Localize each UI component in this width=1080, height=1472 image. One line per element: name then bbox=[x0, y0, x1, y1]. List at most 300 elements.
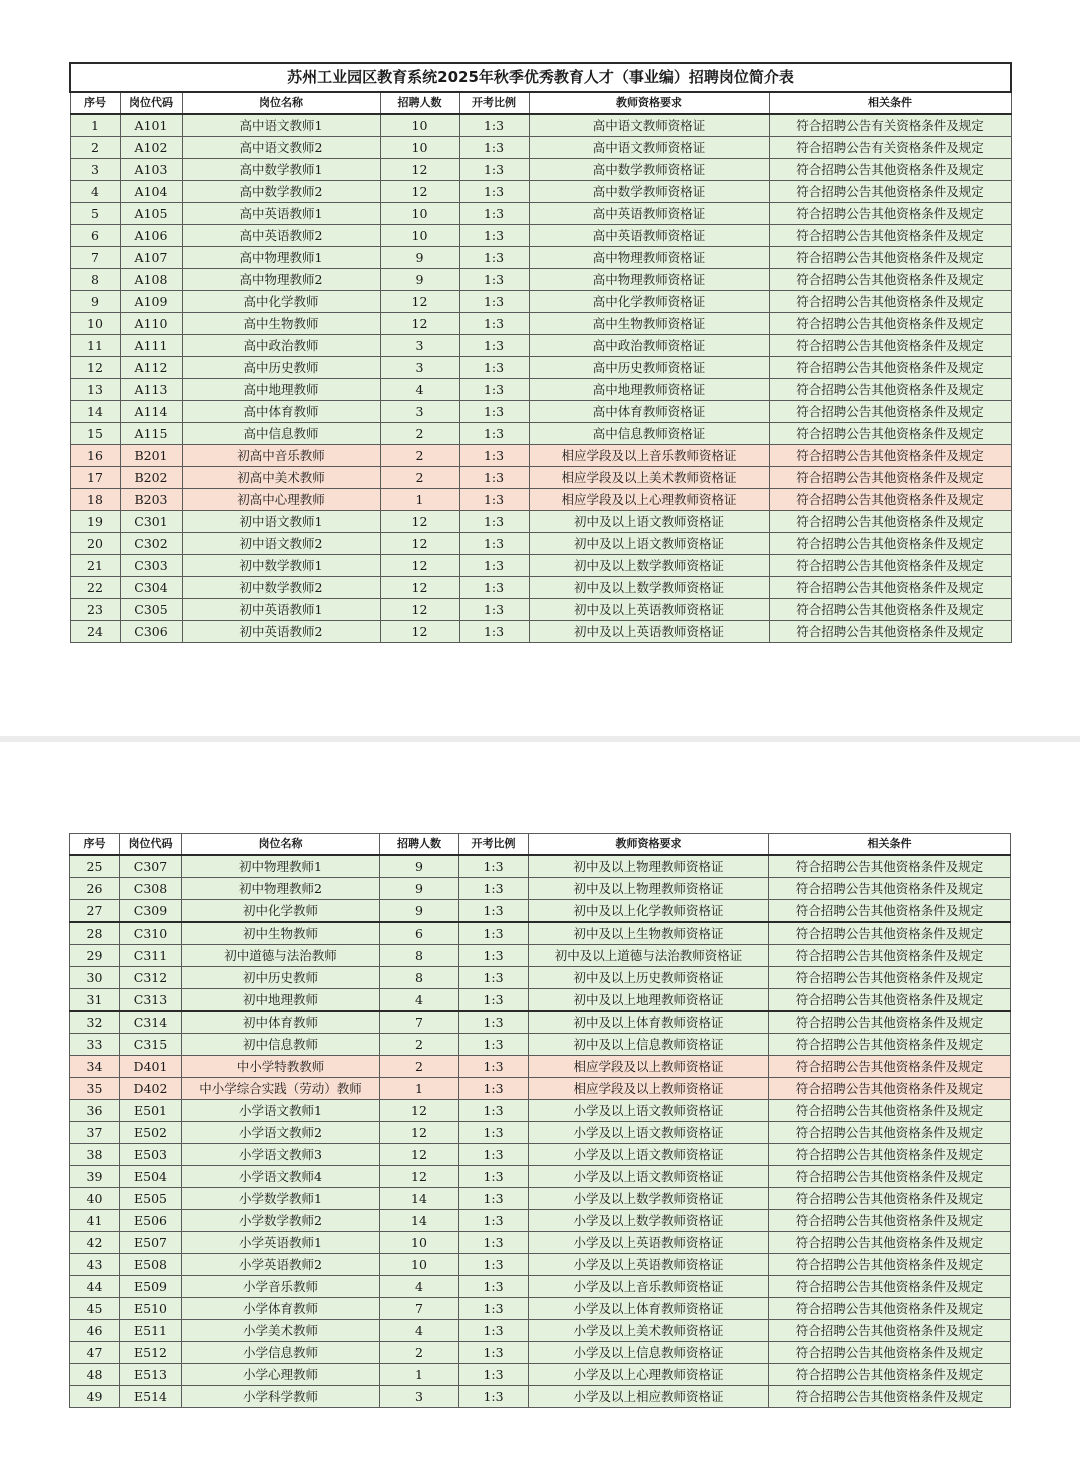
cell-ratio: 1:3 bbox=[459, 1078, 529, 1100]
cell-position: 高中数学教师2 bbox=[182, 181, 380, 203]
cell-code: E512 bbox=[120, 1342, 182, 1364]
cell-position: 小学美术教师 bbox=[182, 1320, 380, 1342]
cell-conditions: 符合招聘公告其他资格条件及规定 bbox=[769, 423, 1011, 445]
cell-ratio: 1:3 bbox=[459, 855, 529, 878]
cell-conditions: 符合招聘公告其他资格条件及规定 bbox=[769, 445, 1011, 467]
cell-qualification: 高中语文教师资格证 bbox=[529, 137, 769, 159]
table-row bbox=[70, 225, 1011, 247]
table-row bbox=[70, 313, 1011, 335]
cell-qualification: 小学及以上心理教师资格证 bbox=[529, 1364, 769, 1386]
cell-conditions: 符合招聘公告其他资格条件及规定 bbox=[769, 511, 1011, 533]
cell-qualification: 初中及以上英语教师资格证 bbox=[529, 599, 769, 621]
cell-position: 高中地理教师 bbox=[182, 379, 380, 401]
cell-qualification: 小学及以上语文教师资格证 bbox=[529, 1166, 769, 1188]
cell-count: 8 bbox=[380, 967, 459, 989]
cell-count: 8 bbox=[380, 945, 459, 967]
cell-qualification: 初中及以上道德与法治教师资格证 bbox=[529, 945, 769, 967]
cell-code: E510 bbox=[120, 1298, 182, 1320]
cell-no: 16 bbox=[70, 445, 120, 467]
cell-ratio: 1:3 bbox=[459, 1232, 529, 1254]
cell-position: 高中化学教师 bbox=[182, 291, 380, 313]
table-row bbox=[70, 1276, 1011, 1298]
cell-conditions: 符合招聘公告其他资格条件及规定 bbox=[769, 247, 1011, 269]
cell-position: 初中生物教师 bbox=[182, 922, 380, 945]
header-row bbox=[70, 92, 1011, 114]
table-row bbox=[70, 203, 1011, 225]
cell-ratio: 1:3 bbox=[459, 922, 529, 945]
cell-count: 12 bbox=[380, 555, 459, 577]
cell-position: 小学语文教师4 bbox=[182, 1166, 380, 1188]
cell-no: 12 bbox=[70, 357, 120, 379]
cell-ratio: 1:3 bbox=[459, 269, 529, 291]
cell-code: E503 bbox=[120, 1144, 182, 1166]
cell-qualification: 相应学段及以上教师资格证 bbox=[529, 1056, 769, 1078]
cell-code: A112 bbox=[120, 357, 182, 379]
cell-conditions: 符合招聘公告其他资格条件及规定 bbox=[769, 1342, 1011, 1364]
cell-code: A115 bbox=[120, 423, 182, 445]
cell-no: 43 bbox=[70, 1254, 120, 1276]
cell-ratio: 1:3 bbox=[459, 181, 529, 203]
cell-no: 40 bbox=[70, 1188, 120, 1210]
cell-count: 9 bbox=[380, 878, 459, 900]
cell-conditions: 符合招聘公告其他资格条件及规定 bbox=[769, 313, 1011, 335]
table-row bbox=[70, 1188, 1011, 1210]
cell-code: E509 bbox=[120, 1276, 182, 1298]
cell-no: 19 bbox=[70, 511, 120, 533]
cell-code: A103 bbox=[120, 159, 182, 181]
cell-ratio: 1:3 bbox=[459, 159, 529, 181]
cell-ratio: 1:3 bbox=[459, 489, 529, 511]
table-row bbox=[70, 967, 1011, 989]
page-divider bbox=[0, 736, 1080, 742]
cell-ratio: 1:3 bbox=[459, 1034, 529, 1056]
cell-no: 47 bbox=[70, 1342, 120, 1364]
cell-count: 1 bbox=[380, 1364, 459, 1386]
table-row bbox=[70, 900, 1011, 923]
cell-conditions: 符合招聘公告其他资格条件及规定 bbox=[769, 379, 1011, 401]
cell-count: 2 bbox=[380, 1034, 459, 1056]
table-row bbox=[70, 1298, 1011, 1320]
table-row bbox=[70, 1364, 1011, 1386]
table-row bbox=[70, 137, 1011, 159]
table-row bbox=[70, 1144, 1011, 1166]
cell-conditions: 符合招聘公告其他资格条件及规定 bbox=[769, 945, 1011, 967]
cell-position: 中小学特教教师 bbox=[182, 1056, 380, 1078]
cell-ratio: 1:3 bbox=[459, 114, 529, 137]
cell-position: 中小学综合实践（劳动）教师 bbox=[182, 1078, 380, 1100]
table-row bbox=[70, 945, 1011, 967]
cell-conditions: 符合招聘公告其他资格条件及规定 bbox=[769, 533, 1011, 555]
cell-qualification: 相应学段及以上音乐教师资格证 bbox=[529, 445, 769, 467]
header-no: 序号 bbox=[70, 92, 120, 114]
cell-conditions: 符合招聘公告其他资格条件及规定 bbox=[769, 1210, 1011, 1232]
cell-conditions: 符合招聘公告其他资格条件及规定 bbox=[769, 181, 1011, 203]
cell-ratio: 1:3 bbox=[459, 1166, 529, 1188]
cell-count: 12 bbox=[380, 1122, 459, 1144]
cell-no: 11 bbox=[70, 335, 120, 357]
cell-position: 初中化学教师 bbox=[182, 900, 380, 923]
cell-no: 5 bbox=[70, 203, 120, 225]
header-conditions: 相关条件 bbox=[769, 92, 1011, 114]
cell-count: 4 bbox=[380, 989, 459, 1012]
cell-position: 初高中音乐教师 bbox=[182, 445, 380, 467]
cell-position: 高中数学教师1 bbox=[182, 159, 380, 181]
cell-count: 14 bbox=[380, 1210, 459, 1232]
cell-code: A111 bbox=[120, 335, 182, 357]
cell-qualification: 高中化学教师资格证 bbox=[529, 291, 769, 313]
cell-position: 高中物理教师2 bbox=[182, 269, 380, 291]
table-row bbox=[70, 181, 1011, 203]
cell-position: 高中历史教师 bbox=[182, 357, 380, 379]
cell-conditions: 符合招聘公告有关资格条件及规定 bbox=[769, 137, 1011, 159]
cell-position: 初中地理教师 bbox=[182, 989, 380, 1012]
cell-no: 27 bbox=[70, 900, 120, 923]
header-conditions: 相关条件 bbox=[769, 834, 1011, 856]
cell-qualification: 初中及以上语文教师资格证 bbox=[529, 533, 769, 555]
cell-ratio: 1:3 bbox=[459, 1276, 529, 1298]
header-position: 岗位名称 bbox=[182, 834, 380, 856]
cell-ratio: 1:3 bbox=[459, 1342, 529, 1364]
cell-count: 12 bbox=[380, 291, 459, 313]
cell-conditions: 符合招聘公告其他资格条件及规定 bbox=[769, 967, 1011, 989]
cell-ratio: 1:3 bbox=[459, 379, 529, 401]
cell-conditions: 符合招聘公告其他资格条件及规定 bbox=[769, 1122, 1011, 1144]
cell-count: 2 bbox=[380, 1056, 459, 1078]
table-row bbox=[70, 1034, 1011, 1056]
cell-code: E505 bbox=[120, 1188, 182, 1210]
cell-ratio: 1:3 bbox=[459, 247, 529, 269]
cell-qualification: 高中物理教师资格证 bbox=[529, 247, 769, 269]
table-row bbox=[70, 1386, 1011, 1408]
cell-conditions: 符合招聘公告其他资格条件及规定 bbox=[769, 621, 1011, 643]
header-qualification: 教师资格要求 bbox=[529, 834, 769, 856]
header-row bbox=[70, 834, 1011, 856]
cell-position: 小学数学教师2 bbox=[182, 1210, 380, 1232]
cell-qualification: 小学及以上语文教师资格证 bbox=[529, 1144, 769, 1166]
table-row bbox=[70, 291, 1011, 313]
cell-code: A110 bbox=[120, 313, 182, 335]
cell-count: 1 bbox=[380, 489, 459, 511]
cell-qualification: 高中英语教师资格证 bbox=[529, 203, 769, 225]
cell-conditions: 符合招聘公告其他资格条件及规定 bbox=[769, 1188, 1011, 1210]
cell-ratio: 1:3 bbox=[459, 621, 529, 643]
cell-conditions: 符合招聘公告其他资格条件及规定 bbox=[769, 1056, 1011, 1078]
cell-conditions: 符合招聘公告其他资格条件及规定 bbox=[769, 1276, 1011, 1298]
cell-qualification: 小学及以上英语教师资格证 bbox=[529, 1232, 769, 1254]
table-row bbox=[70, 599, 1011, 621]
cell-ratio: 1:3 bbox=[459, 989, 529, 1012]
cell-code: E507 bbox=[120, 1232, 182, 1254]
cell-no: 23 bbox=[70, 599, 120, 621]
cell-ratio: 1:3 bbox=[459, 467, 529, 489]
cell-conditions: 符合招聘公告其他资格条件及规定 bbox=[769, 489, 1011, 511]
cell-conditions: 符合招聘公告其他资格条件及规定 bbox=[769, 225, 1011, 247]
cell-qualification: 小学及以上相应教师资格证 bbox=[529, 1386, 769, 1408]
cell-conditions: 符合招聘公告有关资格条件及规定 bbox=[769, 114, 1011, 137]
cell-qualification: 初中及以上数学教师资格证 bbox=[529, 577, 769, 599]
cell-count: 4 bbox=[380, 1276, 459, 1298]
cell-count: 12 bbox=[380, 159, 459, 181]
cell-code: C305 bbox=[120, 599, 182, 621]
table-row bbox=[70, 159, 1011, 181]
table-row bbox=[70, 577, 1011, 599]
cell-conditions: 符合招聘公告其他资格条件及规定 bbox=[769, 269, 1011, 291]
cell-count: 2 bbox=[380, 467, 459, 489]
cell-conditions: 符合招聘公告其他资格条件及规定 bbox=[769, 203, 1011, 225]
cell-code: E508 bbox=[120, 1254, 182, 1276]
cell-qualification: 小学及以上美术教师资格证 bbox=[529, 1320, 769, 1342]
cell-position: 高中英语教师1 bbox=[182, 203, 380, 225]
cell-position: 高中语文教师1 bbox=[182, 114, 380, 137]
cell-ratio: 1:3 bbox=[459, 423, 529, 445]
cell-count: 3 bbox=[380, 357, 459, 379]
cell-code: C315 bbox=[120, 1034, 182, 1056]
cell-position: 初中历史教师 bbox=[182, 967, 380, 989]
cell-conditions: 符合招聘公告其他资格条件及规定 bbox=[769, 1320, 1011, 1342]
cell-no: 37 bbox=[70, 1122, 120, 1144]
cell-no: 38 bbox=[70, 1144, 120, 1166]
cell-no: 6 bbox=[70, 225, 120, 247]
table-row bbox=[70, 269, 1011, 291]
cell-ratio: 1:3 bbox=[459, 1210, 529, 1232]
cell-code: D402 bbox=[120, 1078, 182, 1100]
cell-no: 35 bbox=[70, 1078, 120, 1100]
table-row bbox=[70, 878, 1011, 900]
cell-position: 高中生物教师 bbox=[182, 313, 380, 335]
cell-position: 小学语文教师2 bbox=[182, 1122, 380, 1144]
cell-code: A106 bbox=[120, 225, 182, 247]
cell-count: 12 bbox=[380, 313, 459, 335]
cell-position: 初中语文教师2 bbox=[182, 533, 380, 555]
cell-position: 小学体育教师 bbox=[182, 1298, 380, 1320]
cell-ratio: 1:3 bbox=[459, 1100, 529, 1122]
table-body-2 bbox=[70, 855, 1011, 1408]
cell-ratio: 1:3 bbox=[459, 1056, 529, 1078]
cell-count: 9 bbox=[380, 247, 459, 269]
cell-qualification: 小学及以上数学教师资格证 bbox=[529, 1210, 769, 1232]
cell-count: 4 bbox=[380, 1320, 459, 1342]
cell-position: 小学信息教师 bbox=[182, 1342, 380, 1364]
cell-qualification: 相应学段及以上教师资格证 bbox=[529, 1078, 769, 1100]
cell-no: 28 bbox=[70, 922, 120, 945]
cell-code: A107 bbox=[120, 247, 182, 269]
cell-count: 12 bbox=[380, 599, 459, 621]
cell-position: 小学英语教师2 bbox=[182, 1254, 380, 1276]
cell-ratio: 1:3 bbox=[459, 900, 529, 923]
cell-code: A101 bbox=[120, 114, 182, 137]
table-row bbox=[70, 1342, 1011, 1364]
cell-conditions: 符合招聘公告其他资格条件及规定 bbox=[769, 1078, 1011, 1100]
recruitment-table-1 bbox=[69, 62, 1012, 643]
cell-code: A105 bbox=[120, 203, 182, 225]
cell-no: 42 bbox=[70, 1232, 120, 1254]
cell-conditions: 符合招聘公告其他资格条件及规定 bbox=[769, 401, 1011, 423]
cell-count: 9 bbox=[380, 269, 459, 291]
cell-count: 3 bbox=[380, 335, 459, 357]
cell-position: 初中数学教师2 bbox=[182, 577, 380, 599]
cell-conditions: 符合招聘公告其他资格条件及规定 bbox=[769, 599, 1011, 621]
cell-conditions: 符合招聘公告其他资格条件及规定 bbox=[769, 467, 1011, 489]
cell-position: 小学音乐教师 bbox=[182, 1276, 380, 1298]
table-row bbox=[70, 1320, 1011, 1342]
cell-qualification: 小学及以上数学教师资格证 bbox=[529, 1188, 769, 1210]
cell-ratio: 1:3 bbox=[459, 357, 529, 379]
cell-qualification: 高中历史教师资格证 bbox=[529, 357, 769, 379]
table-title: 苏州工业园区教育系统2025年秋季优秀教育人才（事业编）招聘岗位简介表 bbox=[70, 63, 1011, 92]
cell-conditions: 符合招聘公告其他资格条件及规定 bbox=[769, 335, 1011, 357]
cell-code: C303 bbox=[120, 555, 182, 577]
table-row bbox=[70, 989, 1011, 1012]
cell-no: 10 bbox=[70, 313, 120, 335]
cell-count: 12 bbox=[380, 533, 459, 555]
cell-ratio: 1:3 bbox=[459, 1188, 529, 1210]
cell-position: 初中英语教师2 bbox=[182, 621, 380, 643]
cell-no: 45 bbox=[70, 1298, 120, 1320]
cell-conditions: 符合招聘公告其他资格条件及规定 bbox=[769, 1386, 1011, 1408]
cell-qualification: 高中政治教师资格证 bbox=[529, 335, 769, 357]
cell-qualification: 高中信息教师资格证 bbox=[529, 423, 769, 445]
cell-count: 2 bbox=[380, 445, 459, 467]
cell-position: 初中英语教师1 bbox=[182, 599, 380, 621]
cell-count: 3 bbox=[380, 401, 459, 423]
cell-conditions: 符合招聘公告其他资格条件及规定 bbox=[769, 357, 1011, 379]
cell-ratio: 1:3 bbox=[459, 401, 529, 423]
cell-no: 17 bbox=[70, 467, 120, 489]
cell-no: 2 bbox=[70, 137, 120, 159]
cell-code: E513 bbox=[120, 1364, 182, 1386]
table-row bbox=[70, 855, 1011, 878]
header-count: 招聘人数 bbox=[380, 92, 459, 114]
cell-position: 高中英语教师2 bbox=[182, 225, 380, 247]
cell-conditions: 符合招聘公告其他资格条件及规定 bbox=[769, 1298, 1011, 1320]
cell-ratio: 1:3 bbox=[459, 335, 529, 357]
cell-position: 小学语文教师1 bbox=[182, 1100, 380, 1122]
cell-ratio: 1:3 bbox=[459, 1011, 529, 1034]
table-row bbox=[70, 1254, 1011, 1276]
cell-position: 初中物理教师2 bbox=[182, 878, 380, 900]
cell-no: 3 bbox=[70, 159, 120, 181]
table-row bbox=[70, 379, 1011, 401]
cell-no: 21 bbox=[70, 555, 120, 577]
table-row bbox=[70, 445, 1011, 467]
cell-count: 12 bbox=[380, 1100, 459, 1122]
cell-no: 29 bbox=[70, 945, 120, 967]
cell-qualification: 小学及以上信息教师资格证 bbox=[529, 1342, 769, 1364]
header-code: 岗位代码 bbox=[120, 92, 182, 114]
cell-qualification: 初中及以上体育教师资格证 bbox=[529, 1011, 769, 1034]
table-row bbox=[70, 489, 1011, 511]
header-ratio: 开考比例 bbox=[459, 92, 529, 114]
cell-ratio: 1:3 bbox=[459, 445, 529, 467]
cell-ratio: 1:3 bbox=[459, 1364, 529, 1386]
cell-no: 20 bbox=[70, 533, 120, 555]
cell-qualification: 高中物理教师资格证 bbox=[529, 269, 769, 291]
cell-position: 初中体育教师 bbox=[182, 1011, 380, 1034]
cell-qualification: 高中数学教师资格证 bbox=[529, 181, 769, 203]
cell-ratio: 1:3 bbox=[459, 1254, 529, 1276]
cell-position: 小学语文教师3 bbox=[182, 1144, 380, 1166]
cell-conditions: 符合招聘公告其他资格条件及规定 bbox=[769, 1034, 1011, 1056]
recruitment-table-page-1 bbox=[69, 62, 1010, 643]
cell-ratio: 1:3 bbox=[459, 137, 529, 159]
cell-no: 48 bbox=[70, 1364, 120, 1386]
cell-no: 24 bbox=[70, 621, 120, 643]
cell-qualification: 初中及以上物理教师资格证 bbox=[529, 855, 769, 878]
cell-conditions: 符合招聘公告其他资格条件及规定 bbox=[769, 922, 1011, 945]
cell-position: 高中政治教师 bbox=[182, 335, 380, 357]
cell-code: E504 bbox=[120, 1166, 182, 1188]
table-row bbox=[70, 621, 1011, 643]
cell-count: 6 bbox=[380, 922, 459, 945]
table-row bbox=[70, 247, 1011, 269]
table-row bbox=[70, 1210, 1011, 1232]
table-row bbox=[70, 1100, 1011, 1122]
cell-code: E514 bbox=[120, 1386, 182, 1408]
cell-count: 4 bbox=[380, 379, 459, 401]
cell-count: 12 bbox=[380, 621, 459, 643]
cell-ratio: 1:3 bbox=[459, 967, 529, 989]
header-ratio: 开考比例 bbox=[459, 834, 529, 856]
cell-conditions: 符合招聘公告其他资格条件及规定 bbox=[769, 989, 1011, 1012]
cell-count: 7 bbox=[380, 1011, 459, 1034]
cell-no: 8 bbox=[70, 269, 120, 291]
cell-no: 13 bbox=[70, 379, 120, 401]
cell-no: 15 bbox=[70, 423, 120, 445]
cell-code: C309 bbox=[120, 900, 182, 923]
cell-no: 9 bbox=[70, 291, 120, 313]
cell-no: 34 bbox=[70, 1056, 120, 1078]
cell-code: E502 bbox=[120, 1122, 182, 1144]
cell-count: 10 bbox=[380, 1254, 459, 1276]
cell-no: 32 bbox=[70, 1011, 120, 1034]
cell-qualification: 初中及以上生物教师资格证 bbox=[529, 922, 769, 945]
cell-qualification: 高中数学教师资格证 bbox=[529, 159, 769, 181]
header-position: 岗位名称 bbox=[182, 92, 380, 114]
cell-qualification: 小学及以上语文教师资格证 bbox=[529, 1100, 769, 1122]
cell-ratio: 1:3 bbox=[459, 291, 529, 313]
cell-code: C313 bbox=[120, 989, 182, 1012]
cell-code: B202 bbox=[120, 467, 182, 489]
cell-position: 初中信息教师 bbox=[182, 1034, 380, 1056]
cell-count: 12 bbox=[380, 1144, 459, 1166]
cell-code: B203 bbox=[120, 489, 182, 511]
cell-qualification: 高中生物教师资格证 bbox=[529, 313, 769, 335]
cell-code: A102 bbox=[120, 137, 182, 159]
cell-ratio: 1:3 bbox=[459, 1386, 529, 1408]
cell-code: C312 bbox=[120, 967, 182, 989]
cell-no: 18 bbox=[70, 489, 120, 511]
cell-ratio: 1:3 bbox=[459, 577, 529, 599]
cell-ratio: 1:3 bbox=[459, 1122, 529, 1144]
cell-qualification: 小学及以上体育教师资格证 bbox=[529, 1298, 769, 1320]
cell-code: C307 bbox=[120, 855, 182, 878]
cell-code: A104 bbox=[120, 181, 182, 203]
cell-count: 14 bbox=[380, 1188, 459, 1210]
cell-position: 高中物理教师1 bbox=[182, 247, 380, 269]
cell-conditions: 符合招聘公告其他资格条件及规定 bbox=[769, 1144, 1011, 1166]
table-body-1 bbox=[70, 114, 1011, 643]
cell-code: C301 bbox=[120, 511, 182, 533]
cell-code: C310 bbox=[120, 922, 182, 945]
cell-conditions: 符合招聘公告其他资格条件及规定 bbox=[769, 1232, 1011, 1254]
cell-conditions: 符合招聘公告其他资格条件及规定 bbox=[769, 159, 1011, 181]
table-row bbox=[70, 1056, 1011, 1078]
cell-conditions: 符合招聘公告其他资格条件及规定 bbox=[769, 1100, 1011, 1122]
cell-no: 33 bbox=[70, 1034, 120, 1056]
cell-ratio: 1:3 bbox=[459, 511, 529, 533]
cell-conditions: 符合招聘公告其他资格条件及规定 bbox=[769, 291, 1011, 313]
cell-no: 4 bbox=[70, 181, 120, 203]
